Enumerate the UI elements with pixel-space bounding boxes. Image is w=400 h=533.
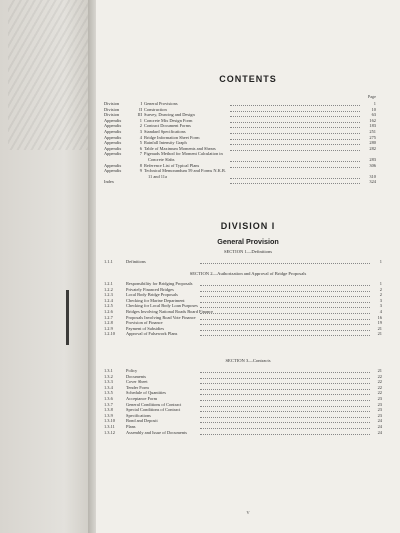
entry-title: Bridges Involving National Roads Board Finance bbox=[126, 308, 213, 314]
entry-page: 24 bbox=[377, 423, 382, 429]
entry-page: 24 bbox=[377, 418, 382, 424]
toc-entry-number: 2 bbox=[139, 123, 142, 129]
toc-entry-label: Appendix bbox=[104, 140, 122, 146]
toc-entry-title: Construction bbox=[144, 106, 167, 112]
toc-entry-number: I bbox=[140, 101, 142, 106]
section-entry bbox=[104, 430, 384, 436]
toc-entry-title: Standard Specifications bbox=[144, 128, 186, 134]
entry-number: 1.1.1 bbox=[104, 259, 113, 264]
toc-entry-page: 63 bbox=[371, 112, 376, 118]
entry-title: Proposals Involving Road Vote Finance bbox=[126, 314, 196, 320]
table-of-contents bbox=[104, 101, 376, 185]
entry-title: Acceptance Form bbox=[126, 395, 158, 401]
toc-entry-page: 162 bbox=[369, 117, 376, 123]
section-entries bbox=[104, 368, 384, 435]
dot-leader bbox=[200, 335, 370, 336]
entry-page: 23 bbox=[377, 401, 382, 407]
entry-page: 22 bbox=[377, 390, 382, 396]
toc-entry-label: Appendix bbox=[104, 151, 122, 157]
entry-number: 1.3.12 bbox=[104, 429, 115, 435]
entry-title: General Conditions of Contract bbox=[126, 401, 182, 407]
toc-entry-title: Reference List of Typical Plans bbox=[144, 162, 200, 168]
entry-number: 1.2.5 bbox=[104, 303, 113, 309]
toc-entry-page: 275 bbox=[369, 134, 376, 140]
toc-entry-title: General Provisions bbox=[144, 101, 178, 106]
entry-title: Specifications bbox=[126, 412, 151, 418]
section-heading: SECTION 2—Authorization and Approval of Bridge Proposals bbox=[189, 271, 307, 276]
entry-page: 3 bbox=[379, 297, 382, 303]
entry-page: 21 bbox=[377, 368, 382, 373]
toc-entry-number: 6 bbox=[139, 145, 142, 151]
toc-entry-number: 1 bbox=[139, 117, 142, 123]
entry-page: 2 bbox=[379, 292, 382, 298]
entry-number: 1.3.11 bbox=[104, 423, 115, 429]
toc-entry-title: Pigeauds Method for Moment Calculation in bbox=[144, 151, 223, 157]
entry-number: 1.2.2 bbox=[104, 286, 113, 292]
entry-title: Tender Form bbox=[126, 384, 149, 390]
toc-entry-title: Bridge Information Sheet Form bbox=[144, 134, 200, 140]
entry-number: 1.2.4 bbox=[104, 297, 113, 303]
toc-entry-page: 283 bbox=[369, 156, 376, 162]
entry-title: Checking for Local Body Loan Purposes bbox=[126, 303, 198, 309]
entry-page: 22 bbox=[377, 379, 382, 385]
entry-title: Privately Financed Bridges bbox=[126, 286, 174, 292]
entry-page: 2 bbox=[379, 286, 382, 292]
entry-title: Assembly and Issue of Documents bbox=[126, 429, 187, 435]
entry-page: 16 bbox=[377, 314, 382, 320]
division-subtitle: General Provision bbox=[217, 237, 279, 246]
toc-entry-number: 9 bbox=[139, 168, 142, 174]
toc-entry-title: Concrete Slabs bbox=[148, 156, 175, 162]
toc-entry-title: Concrete Mix Design Form bbox=[144, 117, 193, 123]
entry-title: Approval of Falsework Plans bbox=[126, 331, 178, 337]
toc-entry-label: Appendix bbox=[104, 128, 122, 134]
entry-title: Checking for Marine Department bbox=[126, 297, 185, 303]
section-entries bbox=[104, 281, 384, 337]
toc-entry-page: 183 bbox=[369, 123, 376, 129]
toc-entry-page: 251 bbox=[369, 128, 376, 134]
entry-number: 1.2.10 bbox=[104, 331, 115, 337]
entry-number: 1.2.8 bbox=[104, 320, 113, 326]
division-title: DIVISION I bbox=[220, 221, 276, 231]
entry-number: 1.3.8 bbox=[104, 407, 113, 413]
toc-entry-label: Appendix bbox=[104, 117, 122, 123]
entry-page: 21 bbox=[377, 325, 382, 331]
toc-entry-title: Contract Document Forms bbox=[144, 123, 191, 129]
entry-number: 1.3.10 bbox=[104, 418, 115, 424]
entry-number: 1.3.9 bbox=[104, 412, 113, 418]
contents-page bbox=[96, 0, 400, 533]
entry-page: 23 bbox=[377, 395, 382, 401]
toc-entry-page: 306 bbox=[369, 162, 376, 168]
toc-entry-number: 7 bbox=[139, 151, 142, 157]
section-entries bbox=[104, 259, 384, 265]
toc-entry-label: Division bbox=[104, 106, 120, 112]
entry-number: 1.3.5 bbox=[104, 390, 113, 396]
toc-entry-number: II bbox=[139, 106, 142, 112]
toc-entry-title: Rainfall Intensity Graph bbox=[144, 140, 187, 146]
entry-page: 21 bbox=[377, 331, 382, 337]
entry-page: 1 bbox=[379, 259, 382, 264]
entry-page: 19 bbox=[377, 320, 382, 326]
entry-page: 22 bbox=[377, 384, 382, 390]
entry-title: Responsibility for Bridging Proposals bbox=[126, 281, 193, 286]
bleed-through-text bbox=[8, 0, 88, 150]
entry-title: Definitions bbox=[126, 259, 146, 264]
toc-entry-label: Division bbox=[104, 101, 120, 106]
entry-title: Documents bbox=[126, 373, 146, 379]
toc-entry-page: 10 bbox=[371, 106, 376, 112]
entry-title: Local Body Bridge Proposals bbox=[126, 292, 178, 298]
entry-number: 1.3.4 bbox=[104, 384, 113, 390]
entry-page: 1 bbox=[379, 281, 382, 286]
entry-number: 1.3.2 bbox=[104, 373, 113, 379]
entry-title: Schedule of Quantities bbox=[126, 390, 166, 396]
margin-mark bbox=[66, 290, 69, 345]
toc-entry-title: Survey, Drawing and Design bbox=[144, 112, 195, 118]
entry-title: Special Conditions of Contract bbox=[126, 407, 181, 413]
entry-number: 1.3.3 bbox=[104, 379, 113, 385]
entry-number: 1.2.9 bbox=[104, 325, 113, 331]
toc-entry-label: Appendix bbox=[104, 168, 122, 174]
entry-title: Provision of Finance bbox=[126, 320, 163, 326]
entry-number: 1.3.7 bbox=[104, 401, 113, 407]
entry-page: 3 bbox=[379, 303, 382, 309]
toc-entry-title: Technical Memorandum 59 and Forms N.K.B. bbox=[144, 168, 226, 174]
toc-entry-page: 282 bbox=[369, 145, 376, 151]
entry-page: 23 bbox=[377, 407, 382, 413]
toc-entry-label: Index bbox=[104, 179, 114, 185]
entry-number: 1.2.1 bbox=[104, 281, 113, 286]
toc-entry-label: Appendix bbox=[104, 145, 122, 151]
toc-entry-label: Appendix bbox=[104, 162, 122, 168]
facing-page bbox=[0, 0, 92, 533]
toc-entry-number: 8 bbox=[139, 162, 142, 168]
section-heading: SECTION 3—Contracts bbox=[225, 358, 271, 363]
toc-entry-label: Appendix bbox=[104, 134, 122, 140]
entry-number: 1.3.6 bbox=[104, 395, 113, 401]
dot-leader bbox=[200, 263, 370, 264]
toc-entry-label: Division bbox=[104, 112, 120, 118]
dot-leader bbox=[230, 183, 360, 184]
entry-title: Bond and Deposit bbox=[126, 418, 158, 424]
entry-title: Cover Sheet bbox=[126, 379, 148, 385]
toc-entry-page: 324 bbox=[369, 179, 376, 185]
page-number: V bbox=[246, 510, 250, 515]
entry-title: Policy bbox=[126, 368, 138, 373]
entry-number: 1.2.7 bbox=[104, 314, 113, 320]
toc-entry bbox=[104, 179, 376, 185]
contents-title: CONTENTS bbox=[219, 74, 277, 84]
entry-page: 22 bbox=[377, 373, 382, 379]
entry-title: Plans bbox=[126, 423, 136, 429]
toc-entry-title: 11 and 11a bbox=[148, 173, 167, 179]
section-entry bbox=[104, 331, 384, 337]
dot-leader bbox=[200, 434, 370, 435]
entry-number: 1.2.6 bbox=[104, 308, 113, 314]
entry-page: 23 bbox=[377, 412, 382, 418]
toc-entry-page: 280 bbox=[369, 140, 376, 146]
toc-entry-number: III bbox=[137, 112, 142, 118]
toc-entry-title: Table of Maximum Moments and Shears bbox=[144, 145, 216, 151]
toc-entry-number: 4 bbox=[139, 134, 142, 140]
entry-page: 4 bbox=[379, 308, 382, 314]
entry-number: 1.3.1 bbox=[104, 368, 113, 373]
entry-page: 24 bbox=[377, 429, 382, 435]
entry-title: Payment of Subsidies bbox=[126, 325, 165, 331]
section-entry bbox=[104, 259, 384, 265]
toc-entry-page: 310 bbox=[369, 173, 376, 179]
toc-entry-label: Appendix bbox=[104, 123, 122, 129]
entry-number: 1.2.3 bbox=[104, 292, 113, 298]
section-heading: SECTION 1—Definitions bbox=[223, 249, 273, 254]
toc-entry-page: 1 bbox=[373, 101, 376, 106]
toc-entry-number: 5 bbox=[139, 140, 142, 146]
page-column-header: Page bbox=[367, 94, 376, 99]
toc-entry-number: 3 bbox=[139, 128, 142, 134]
